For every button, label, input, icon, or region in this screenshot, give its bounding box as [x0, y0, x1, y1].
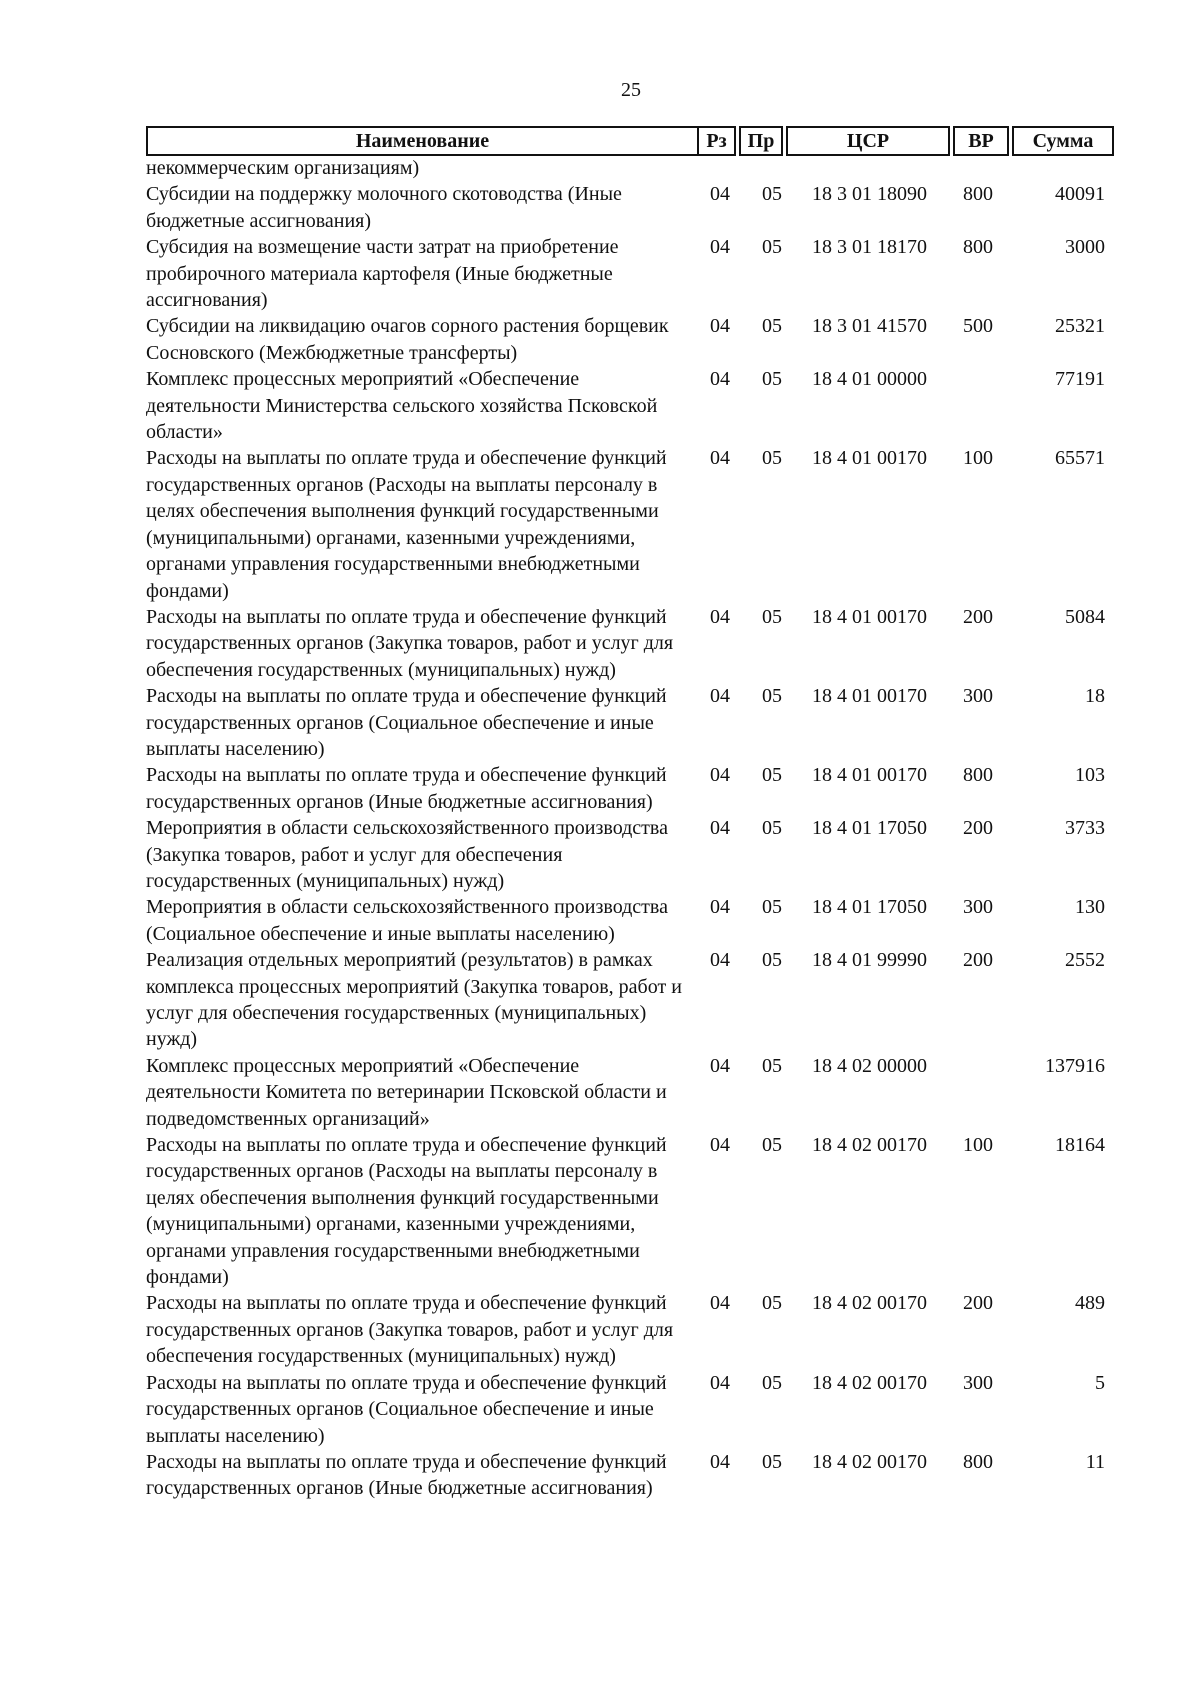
row-pr: 05: [762, 685, 782, 708]
row-sum: 77191: [1055, 368, 1105, 391]
row-pr: 05: [762, 1054, 782, 1077]
row-vr: 100: [963, 447, 993, 470]
table-row: [146, 445, 1116, 603]
row-name: некоммерческим организациям): [146, 157, 420, 179]
row-pr: 05: [762, 1292, 782, 1315]
row-name: Расходы на выплаты по оплате труда и обеспечение функций государственных органов (Иные бюджетные ассигнования): [146, 1450, 667, 1500]
row-pr: 05: [762, 896, 782, 919]
table-row: [146, 155, 1116, 181]
row-rz: [696, 155, 744, 181]
row-name: Реализация отдельных мероприятий (результатов) в рамках комплекса процессных мероприятий (Закупка товаров, работ и услуг для обеспечения государственных (муниципальных) нужд): [146, 949, 682, 1051]
table-row: [146, 947, 1116, 1053]
row-name: Субсидии на ликвидацию очагов сорного растения борщевик Сосновского (Межбюджетные трансферты): [146, 315, 669, 364]
table-row: [146, 1132, 1116, 1290]
header-sum: Сумма: [1012, 126, 1114, 156]
row-rz: 04: [710, 1054, 730, 1077]
row-csr: 18 3 01 18090: [812, 183, 927, 206]
row-sum: 40091: [1055, 183, 1105, 206]
row-vr: [947, 1053, 1009, 1132]
row-vr: 300: [963, 1371, 993, 1394]
row-sum: 65571: [1055, 447, 1105, 470]
row-csr: 18 4 02 00170: [812, 1371, 927, 1394]
row-rz: 04: [710, 764, 730, 787]
row-vr: 200: [963, 605, 993, 628]
table-row: [146, 1290, 1116, 1369]
table-row: [146, 1449, 1116, 1502]
row-name: Комплекс процессных мероприятий «Обеспечение деятельности Комитета по ветеринарии Псковской области и подведомственных организаций»: [146, 1054, 667, 1130]
row-name: Расходы на выплаты по оплате труда и обеспечение функций государственных органов (Расходы на выплаты персоналу в целях обеспечения выполнения функций государственными (муниципальными) органами, казенными учреждениями, органами управления государственными внебюджетными фондами): [146, 1134, 667, 1289]
row-sum: 103: [1075, 764, 1105, 787]
row-rz: 04: [710, 949, 730, 972]
table-row: [146, 234, 1116, 313]
header-pr: Пр: [739, 126, 783, 156]
row-rz: 04: [710, 896, 730, 919]
row-vr: 800: [963, 1450, 993, 1473]
row-name: Субсидии на поддержку молочного скотоводства (Иные бюджетные ассигнования): [146, 183, 622, 232]
row-name: Расходы на выплаты по оплате труда и обеспечение функций государственных органов (Иные бюджетные ассигнования): [146, 764, 667, 813]
row-sum: [1009, 155, 1113, 181]
row-sum: 25321: [1055, 315, 1105, 338]
row-sum: 18164: [1055, 1134, 1105, 1157]
row-rz: 04: [710, 368, 730, 391]
row-name: Субсидия на возмещение части затрат на приобретение пробирочного материала картофеля (Иные бюджетные ассигнования): [146, 236, 619, 312]
row-name: Расходы на выплаты по оплате труда и обеспечение функций государственных органов (Закупка товаров, работ и услуг для обеспечения государственных (муниципальных) нужд): [146, 1292, 674, 1368]
row-csr: 18 4 01 17050: [812, 896, 927, 919]
row-rz: 04: [710, 1450, 730, 1473]
row-vr: [947, 155, 1009, 181]
page-number: 25: [621, 79, 641, 101]
row-csr: 18 4 02 00170: [812, 1292, 927, 1315]
header-csr: ЦСР: [786, 126, 950, 156]
row-pr: 05: [762, 183, 782, 206]
table-row: [146, 762, 1116, 815]
header-vr: ВР: [953, 126, 1009, 156]
row-rz: 04: [710, 685, 730, 708]
row-name: Расходы на выплаты по оплате труда и обеспечение функций государственных органов (Социальное обеспечение и иные выплаты населению): [146, 685, 667, 760]
row-rz: 04: [710, 447, 730, 470]
row-name: Мероприятия в области сельскохозяйственного производства (Закупка товаров, работ и услуг для обеспечения государственных (муниципальных) нужд): [146, 817, 668, 892]
row-csr: 18 3 01 18170: [812, 236, 927, 259]
header-rz: Рз: [699, 126, 736, 156]
row-pr: 05: [762, 1371, 782, 1394]
row-vr: 100: [963, 1134, 993, 1157]
row-rz: 04: [710, 817, 730, 840]
row-sum: 3733: [1065, 817, 1105, 840]
row-sum: 130: [1075, 896, 1105, 919]
row-name: Расходы на выплаты по оплате труда и обеспечение функций государственных органов (Социальное обеспечение и иные выплаты населению): [146, 1371, 667, 1447]
row-csr: 18 4 01 00170: [812, 764, 927, 787]
row-rz: 04: [710, 1371, 730, 1394]
row-name: Расходы на выплаты по оплате труда и обеспечение функций государственных органов (Закупка товаров, работ и услуг для обеспечения государственных (муниципальных) нужд): [146, 605, 674, 681]
row-csr: 18 4 01 17050: [812, 817, 927, 840]
row-rz: 04: [710, 183, 730, 206]
header-name: Наименование: [146, 126, 699, 156]
row-name: Мероприятия в области сельскохозяйственного производства (Социальное обеспечение и иные выплаты населению): [146, 896, 668, 945]
table-body: [146, 155, 1116, 1502]
row-name: Комплекс процессных мероприятий «Обеспечение деятельности Министерства сельского хозяйства Псковской области»: [146, 368, 658, 444]
row-pr: 05: [762, 447, 782, 470]
row-csr: 18 4 02 00170: [812, 1134, 927, 1157]
row-vr: 300: [963, 685, 993, 708]
table-row: [146, 604, 1116, 683]
row-sum: 137916: [1045, 1054, 1105, 1077]
row-csr: 18 4 01 99990: [812, 949, 927, 972]
table-row: [146, 894, 1116, 947]
row-pr: 05: [762, 1134, 782, 1157]
row-pr: 05: [762, 315, 782, 338]
table-header: [146, 126, 1114, 156]
row-vr: 800: [963, 764, 993, 787]
row-rz: 04: [710, 1134, 730, 1157]
row-vr: 300: [963, 896, 993, 919]
row-pr: 05: [762, 949, 782, 972]
row-sum: 5: [1095, 1371, 1105, 1394]
table-row: [146, 683, 1116, 762]
row-csr: 18 3 01 41570: [812, 315, 927, 338]
row-csr: [792, 155, 947, 181]
table-row: [146, 1053, 1116, 1132]
table-row: [146, 366, 1116, 445]
row-csr: 18 4 02 00000: [812, 1054, 927, 1077]
row-rz: 04: [710, 1292, 730, 1315]
row-csr: 18 4 01 00000: [812, 368, 927, 391]
row-rz: 04: [710, 236, 730, 259]
row-sum: 18: [1085, 685, 1105, 708]
row-sum: 5084: [1065, 605, 1105, 628]
table-row: [146, 815, 1116, 894]
row-vr: 500: [963, 315, 993, 338]
row-sum: 2552: [1065, 949, 1105, 972]
row-vr: 800: [963, 236, 993, 259]
row-name: Расходы на выплаты по оплате труда и обеспечение функций государственных органов (Расходы на выплаты персоналу в целях обеспечения выполнения функций государственными (муниципальными) органами, казенными учреждениями, органами управления государственными внебюджетными фондами): [146, 447, 667, 602]
row-csr: 18 4 02 00170: [812, 1450, 927, 1473]
table-row: [146, 1370, 1116, 1449]
row-rz: 04: [710, 605, 730, 628]
row-pr: 05: [762, 368, 782, 391]
row-sum: 3000: [1065, 236, 1105, 259]
row-pr: 05: [762, 1450, 782, 1473]
row-csr: 18 4 01 00170: [812, 685, 927, 708]
row-vr: 200: [963, 1292, 993, 1315]
row-pr: 05: [762, 236, 782, 259]
row-sum: 489: [1075, 1292, 1105, 1315]
row-vr: 200: [963, 817, 993, 840]
row-pr: 05: [762, 605, 782, 628]
row-rz: 04: [710, 315, 730, 338]
row-vr: 800: [963, 183, 993, 206]
row-pr: 05: [762, 764, 782, 787]
table-row: [146, 181, 1116, 234]
row-vr: [947, 366, 1009, 445]
row-sum: 11: [1085, 1450, 1105, 1473]
row-pr: [744, 155, 792, 181]
table-row: [146, 313, 1116, 366]
row-vr: 200: [963, 949, 993, 972]
row-pr: 05: [762, 817, 782, 840]
row-csr: 18 4 01 00170: [812, 447, 927, 470]
row-csr: 18 4 01 00170: [812, 605, 927, 628]
